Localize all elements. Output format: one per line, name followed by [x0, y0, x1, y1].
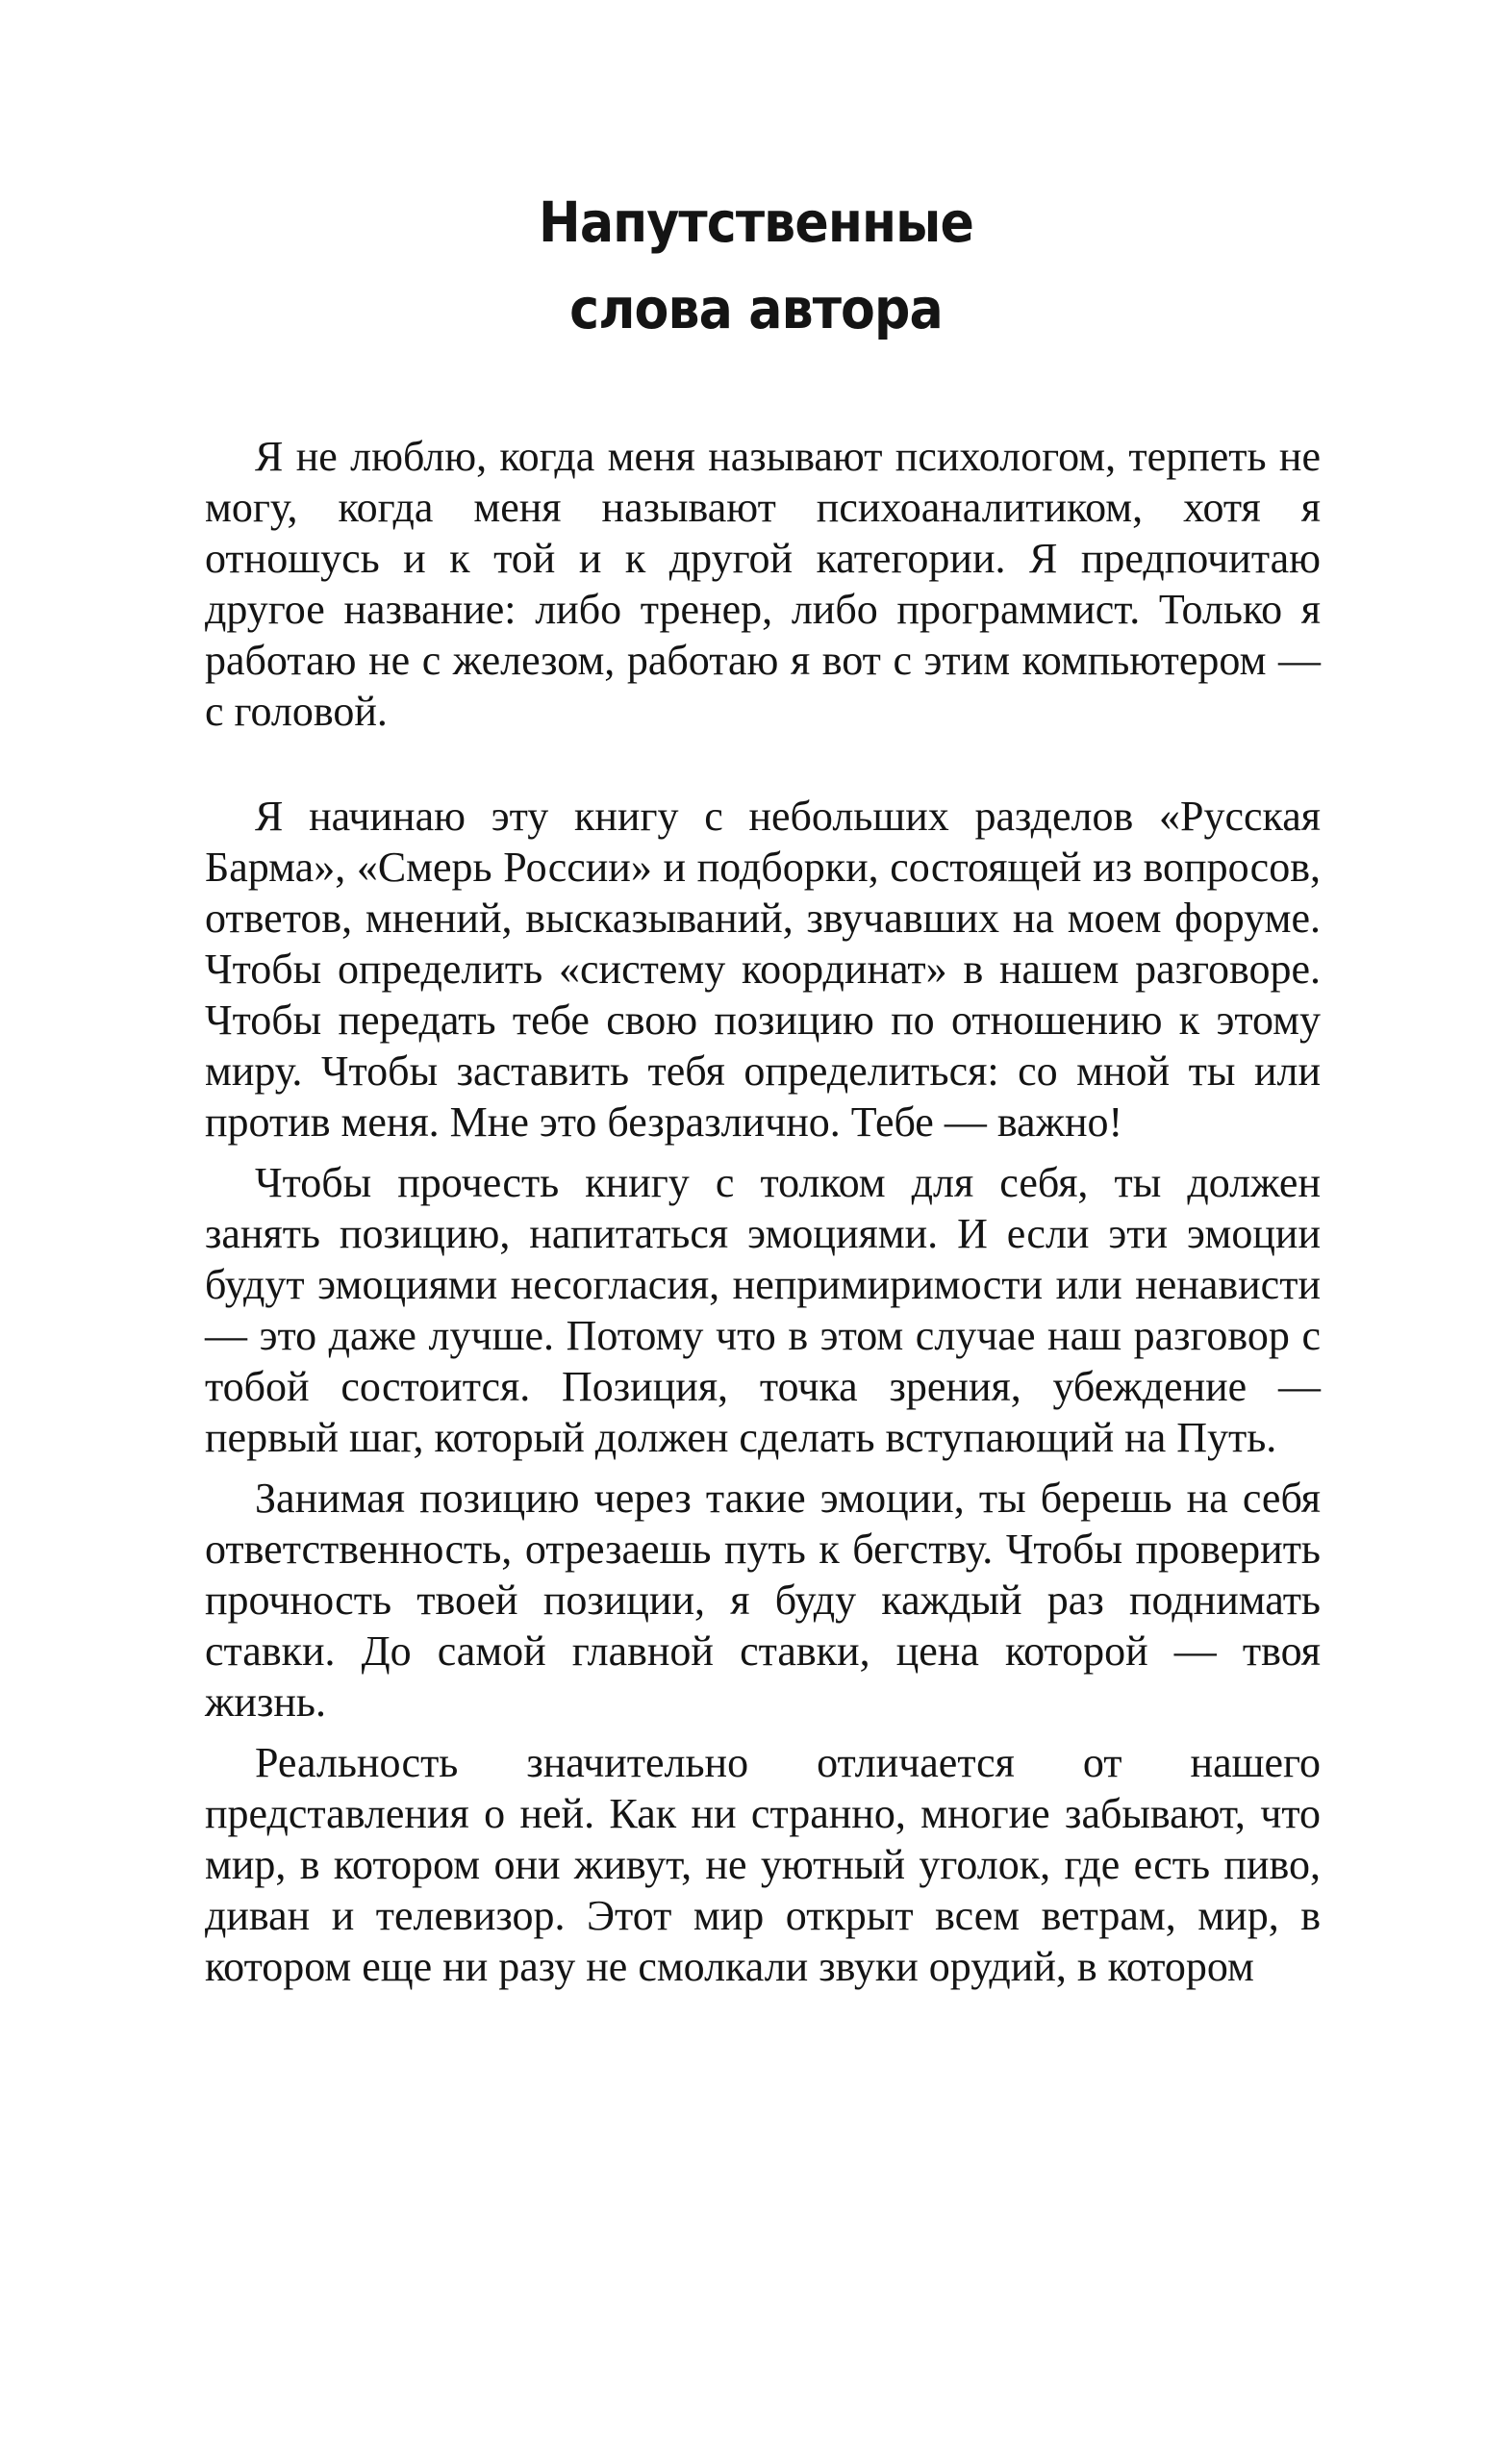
chapter-title	[76, 179, 1437, 352]
paragraph-3: Чтобы прочесть книгу с толком для себя, ты должен занять позицию, напитаться эмоциями. И если эти эмоции будут эмоциями несогласия, непримиримости или ненависти — это даже лучше. Потому что в этом случае наш разговор с тобой состоится. Позиция, точка зрения, убеждение — первый шаг, который должен сделать вступающий на Путь.	[205, 1159, 1321, 1461]
paragraph-2: Я начинаю эту книгу с небольших разделов «Русская Барма», «Смерь России» и подборки, состоящей из вопросов, ответов, мнений, высказываний, звучавших на моем форуме. Чтобы определить «систему координат» в нашем разговоре. Чтобы передать тебе свою позицию по отношению к этому миру. Чтобы заставить тебя определиться: со мной ты или против меня. Мне это безразлично. Тебе — важно!	[205, 793, 1321, 1146]
chapter-body	[205, 431, 1321, 2002]
chapter-title-line-1: Напутственные	[539, 189, 973, 255]
paragraph-1: Я не люблю, когда меня называют психологом, терпеть не могу, когда меня называют психоаналитиком, хотя я отношусь и к той и к другой категории. Я предпочитаю другое название: либо тренер, либо программист. Только я работаю не с железом, работаю я вот с этим компьютером — с головой.	[205, 433, 1321, 735]
paragraph-4: Занимая позицию через такие эмоции, ты берешь на себя ответственность, отрезаешь путь к бегству. Чтобы проверить прочность твоей позиции, я буду каждый раз поднимать ставки. До самой главной ставки, цена которой — твоя жизнь.	[205, 1475, 1321, 1726]
paragraph-5: Реальность значительно отличается от нашего представления о ней. Как ни странно, многие забывают, что мир, в котором они живут, не уютный уголок, где есть пиво, диван и телевизор. Этот мир открыт всем ветрам, мир, в котором еще ни разу не смолкали звуки орудий, в котором	[205, 1739, 1321, 1990]
chapter-title-line-2: слова автора	[569, 276, 943, 341]
